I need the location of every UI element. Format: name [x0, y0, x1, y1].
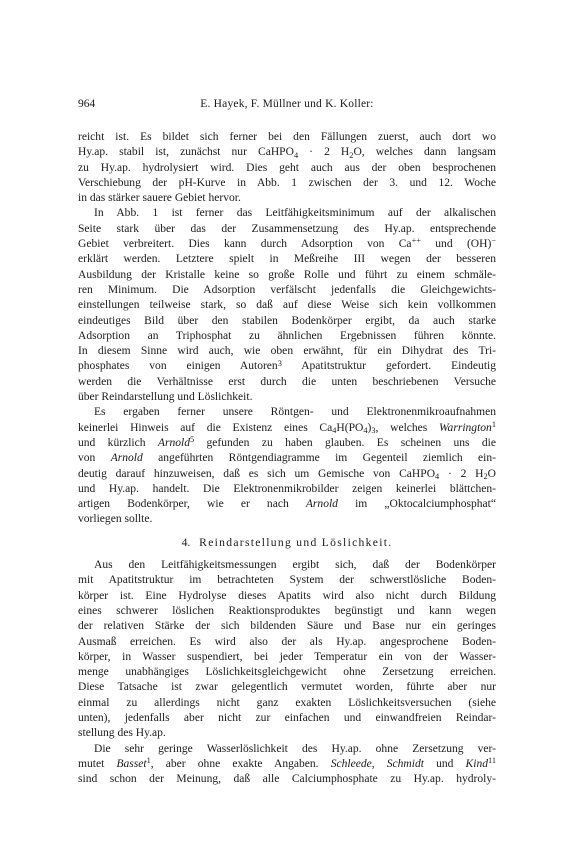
paragraph-1: reicht ist. Es bildet sich ferner bei den Fällungen zuerst, auch dort wo Hy.ap. stabil ist, zunächst nur CaHPO$_4$ · 2 $H_2O$, welches dann langsam zu Hy.ap. hydrolysiert wird. Dies geht auch aus der oben besprochenen Verschiebung der pH-Kurve in Abb. 1 zwischen der 3. und 12. Woche in das stärker sauere Gebiet hervor.	[78, 131, 496, 205]
journal-page	[78, 96, 496, 787]
paragraph-4: Aus den Leitfähigkeitsmessungen ergibt sich, daß der Bodenkörper mit Apatitstruktur im betrachteten System der schwerstlösliche Boden- körper ist. Eine Hydrolyse dieses Apatits wird also nicht durch Bildung eines schwerer löslichen Reaktionsproduktes begünstigt und kann wegen der relativen Stärke der sich bildenden Säure und Base nur ein geringes Ausmaß erreichen. Es wird also der als Hy.ap. angesprochene Boden- körper, in Wasser suspendiert, bei jeder Temperatur ein von der Wasser- menge unabhängiges Löslichkeitsgleichgewicht ohne Zersetzung erreichen. Diese Tatsache ist zwar gelegentlich vermutet worden, führte aber nur einmal zu allerdings nicht ganz exakten Löslichkeitsversuchen (siehe unten), jedenfalls aber nicht zur einfachen und einwandfreien Reindar- stellung des Hy.ap.	[78, 559, 496, 740]
running-head	[78, 96, 496, 112]
paragraph-2: In Abb. 1 ist ferner das Leitfähigkeitsminimum auf der alkalischen Seite stark über das der Zusammensetzung des Hy.ap. entsprechende Gebiet verbreitert. Dies kann durch Adsorption von Ca++ und (OH)− erklärt werden. Letztere spielt in Meßreihe III wegen der besseren Ausbildung der Kristalle keine so große Rolle und führt zu einem schmäle- ren Minimum. Die Adsorption verfälscht jedenfalls die Gleichgewichts- einstellungen teilweise stark, so daß auf diese Weise sich kein vollkommen eindeutiges Bild über den stabilen Bodenkörper ergibt, da auch starke Adsorption an Triphosphat zu ähnlichen Ergebnissen führen könnte. In diesem Sinne wird auch, wie oben erwähnt, für ein Dihydrat des Tri- phosphates von einigen Autoren$^3$ Apatitstruktur gefordert. Eindeutig werden die Verhältnisse erst durch die unten beschriebenen Versuche über Reindarstellung und Löslichkeit.	[78, 207, 497, 404]
article-body	[78, 130, 496, 787]
page-number: 964	[78, 98, 96, 110]
running-title: E. Hayek, F. Müllner und K. Koller:	[200, 98, 374, 110]
paragraph-3: Es ergaben ferner unsere Röntgen- und Elektronenmikroaufnahmen keinerlei Hinweis auf die Existenz eines $Ca_4H(PO_4)_3$, welches Warrington$^1$ und kürzlich Arnold$^5$ gefunden zu haben glauben. Es scheinen uns die von Arnold angeführten Röntgendiagramme im Gegenteil ziemlich ein- deutig darauf hinzuweisen, daß es sich um Gemische von CaHPO$_4$ · 2 $H_2O$ und Hy.ap. handelt. Die Elektronenmikrobilder zeigen keinerlei blättchen- artigen Bodenkörper, wie er nach Arnold im „Oktocalciumphosphat“ vorliegen sollte.	[78, 406, 497, 526]
paragraph-5: Die sehr geringe Wasserlöslichkeit des Hy.ap. ohne Zersetzung ver- mutet Basset$^1$, aber ohne exakte Angaben. Schleede, Schmidt und Kind$^{11}$ sind schon der Meinung, daß alle Calciumphosphate zu Hy.ap. hydroly-	[78, 742, 497, 786]
section-heading	[78, 535, 496, 550]
section-title: Reindarstellung und Löslichkeit.	[199, 535, 393, 549]
section-number: 4.	[181, 535, 191, 549]
